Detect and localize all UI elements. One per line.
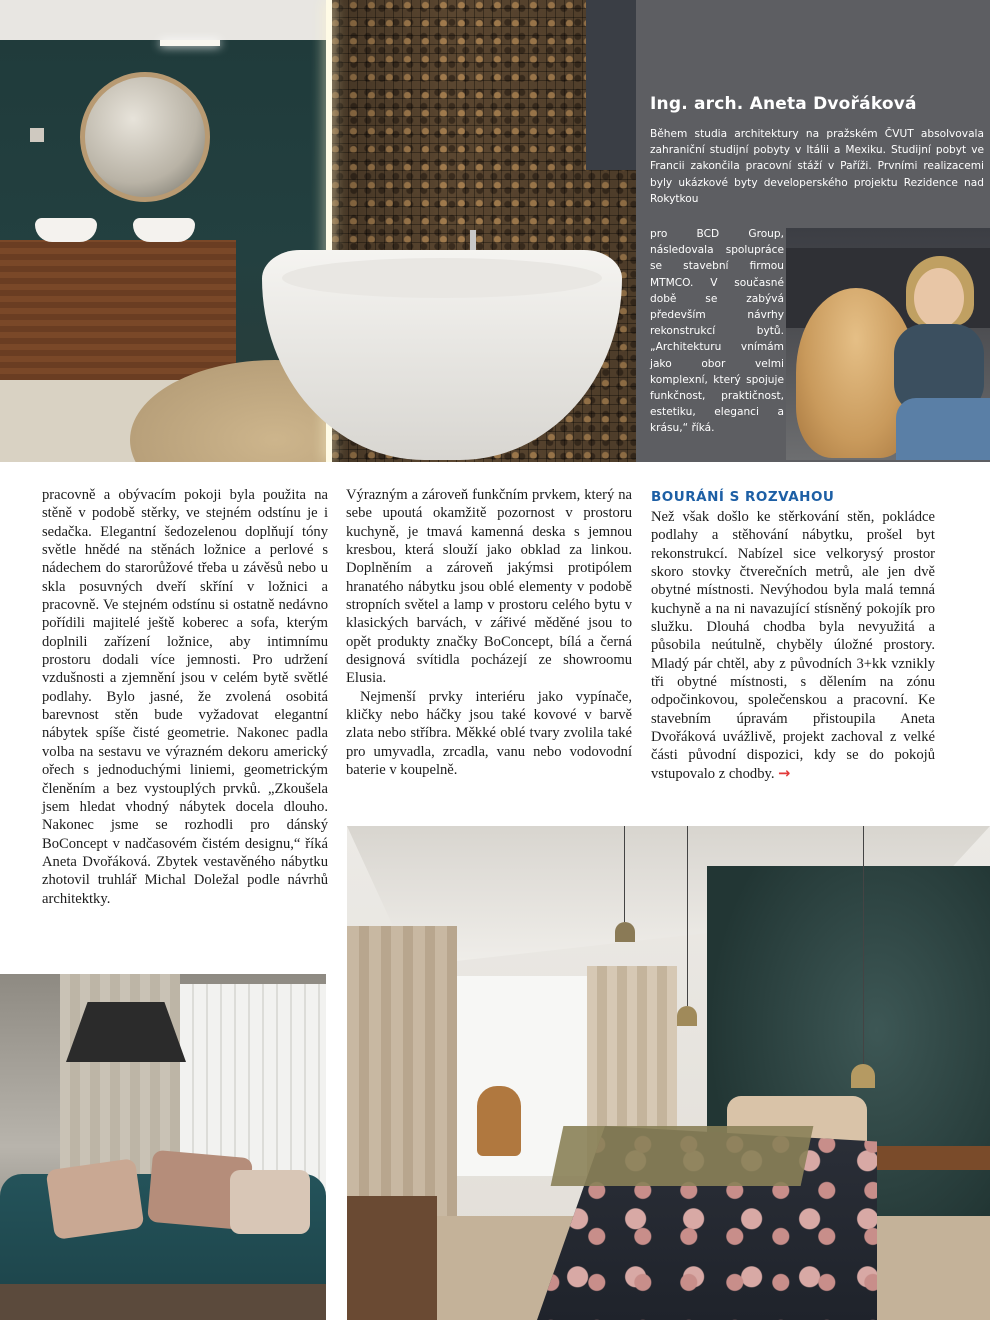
architect-name: Ing. arch. Aneta Dvořáková — [650, 94, 917, 114]
bedroom-photo — [347, 826, 990, 1320]
architect-portrait-photo — [786, 228, 990, 460]
bathroom-photo — [0, 0, 636, 462]
architect-bio-top: Během studia architektury na pražském ČVUT absolvovala zahraniční studijní pobyty v Itálii a Mexiku. Studijní pobyt ve Francii zakončila pracovní stáží v Paříži. Prvními realizacemi byly ukázkové byty developerského projektu Rezidence nad Rokytkou — [650, 128, 984, 205]
round-mirror — [80, 72, 210, 202]
architect-bio-continued: pro BCD Group, následovala spolupráce se stavební firmou MTMCO. V současné době se zabývá především návrhy rekonstrukcí bytů. „Architekturu vnímám jako obor velmi komplexní, který spojuje funkčnost, praktičnost, estetiku, eleganci a krásu,“ říká. — [650, 228, 784, 435]
section-heading: BOURÁNÍ S ROZVAHOU — [651, 489, 835, 505]
continue-arrow-icon: → — [778, 764, 791, 782]
column-3-text: Než však došlo ke stěrkování stěn, pokládce podlahy a stěhování nábytku, prošel byt rekonstrukcí. Nabízel sice velkorysý prostor skoro stovky čtverečních metrů, ale jen dvě obytné místnosti. Nevýhodou byla malá temná kuchyně a na ni navazující stísněný pokojík pro služku. Dlouhá chodba byla nevyužitá a působila neútulně, chyběly úložné prostory. Mladý pár chtěl, aby z původních 3+kk vznikly tři obytné místnosti, s dělením na zónu odpočinkovou, společenskou a pracovní. Ke stavebním úpravám přistoupila Aneta Dvořáková uvážlivě, projekt zachoval z velké části původní dispozici, kdy se do pokojů vstupovalo z chodby. — [651, 509, 935, 782]
pendant-lamp — [677, 1006, 697, 1026]
living-room-photo — [0, 974, 326, 1320]
article-column-1: pracovně a obývacím pokoji byla použita na stěně v podobě stěrky, ve stejném odstínu je i sedačka. Elegantní šedozelenou doplňují tóny světle hnědé na stěnách ložnice a perlové s nádechem do starorůžové třeba u závěsů nebo u skla posuvných dveří skříní v ložnici a pracovně. Ve stejném odstínu si ostatně nedávno pořídili majitelé ještě koberec a sofa, kterým doplnili zařízení ložnice, aby intimnímu prostoru dodali více jemnosti. Pro udržení vzdušnosti a zjemnění jsou v celém bytě světlé podlahy. Bylo jasné, že zvolená osobitá barevnost stěn bude vyžadovat elegantní nábytek spíše čisté geometrie. Nakonec padla volba na sestavu ve výrazném dekoru americký ořech s jednoduchými liniemi, geometrickým členěním a bez vystouplých prvků. „Zkoušela jsem hledat vhodný nábytek docela dlouho. Nakonec jsme se rozhodli pro dánský BoConcept v nadčasovém čistém designu,“ říká Aneta Dvořáková. Zbytek vestavěného nábytku zhotovil truhlář Michal Doležal podle návrhů architektky. — [42, 487, 328, 907]
pendant-lamp — [851, 1064, 875, 1088]
article-column-2 — [346, 486, 632, 780]
column-2-paragraph-2: Nejmenší prvky interiéru jako vypínače, kličky nebo háčky jsou také kovové v barvě zlata nebo stříbra. Měkké oblé tvary zvolila také pro umyvadla, zrcadla, vanu nebo vodovodní baterie v koupelně. — [346, 688, 632, 779]
pendant-lamp — [615, 922, 635, 942]
column-2-paragraph-1: Výrazným a zároveň funkčním prvkem, který na sebe upoutá okamžitě pozornost v prostoru kuchyně, je tmavá kamenná deska s jemnou kresbou, která slouží jako obklad za linkou. Doplněním a zároveň jakýmsi protipólem hranatého nábytku jsou oblé elementy v podobě stropních světel a lamp v prostoru celého bytu v klasických barvách, v zářivé měděné jsou to opět produkty značky BoConcept, bílá a černá designová svítidla pocházejí ze showroomu Elusia. — [346, 487, 632, 687]
article-column-3 — [651, 508, 935, 783]
